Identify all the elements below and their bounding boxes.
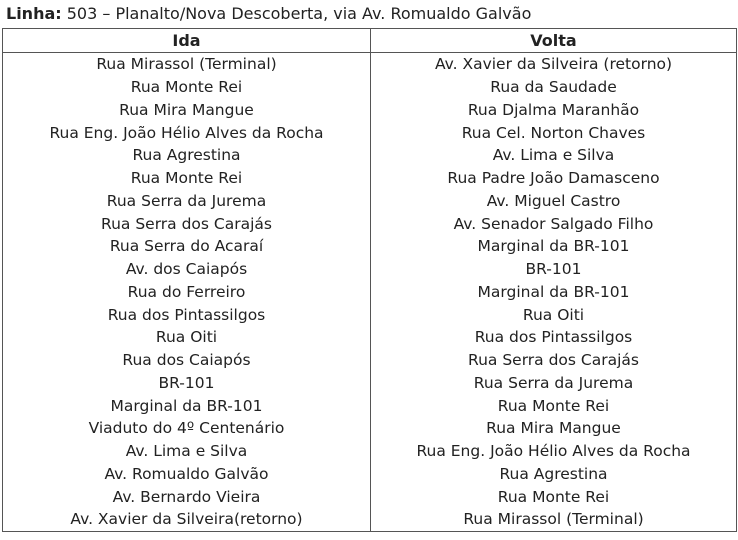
table-row [3,463,737,486]
ida-stop-cell: Rua Serra do Acaraí [3,235,371,258]
volta-stop-cell: Av. Lima e Silva [371,144,737,167]
table-row [3,258,737,281]
volta-stop-cell: Rua Serra dos Carajás [371,349,737,372]
ida-stop-cell: Rua Eng. João Hélio Alves da Rocha [3,121,371,144]
table-row [3,99,737,122]
volta-stop-cell: Rua da Saudade [371,76,737,99]
ida-stop-cell: BR-101 [3,372,371,395]
volta-stop-cell: Rua Agrestina [371,463,737,486]
table-row [3,212,737,235]
volta-stop-cell: Rua Monte Rei [371,394,737,417]
column-header-volta: Volta [371,29,737,53]
table-row [3,508,737,531]
volta-stop-cell: Rua Serra da Jurema [371,372,737,395]
volta-stop-cell: Av. Xavier da Silveira (retorno) [371,53,737,76]
ida-stop-cell: Rua Monte Rei [3,167,371,190]
ida-stop-cell: Rua do Ferreiro [3,281,371,304]
ida-stop-cell: Av. Romualdo Galvão [3,463,371,486]
volta-stop-cell: Av. Senador Salgado Filho [371,212,737,235]
route-line-label: Linha: [6,4,62,23]
table-row [3,394,737,417]
table-header-row [3,29,737,53]
volta-stop-cell: Rua Cel. Norton Chaves [371,121,737,144]
table-row [3,417,737,440]
table-body [3,53,737,532]
volta-stop-cell: Rua Mirassol (Terminal) [371,508,737,531]
column-header-ida: Ida [3,29,371,53]
ida-stop-cell: Rua Serra dos Carajás [3,212,371,235]
volta-stop-cell: Rua Oiti [371,303,737,326]
volta-stop-cell: Rua Mira Mangue [371,417,737,440]
ida-stop-cell: Rua dos Caiapós [3,349,371,372]
ida-stop-cell: Viaduto do 4º Centenário [3,417,371,440]
table-row [3,485,737,508]
route-header [0,0,738,28]
ida-stop-cell: Marginal da BR-101 [3,394,371,417]
route-table [2,28,737,532]
table-row [3,372,737,395]
volta-stop-cell: Rua Padre João Damasceno [371,167,737,190]
ida-stop-cell: Rua Agrestina [3,144,371,167]
volta-stop-cell: Av. Miguel Castro [371,190,737,213]
volta-stop-cell: Rua Djalma Maranhão [371,99,737,122]
table-row [3,349,737,372]
volta-stop-cell: Marginal da BR-101 [371,281,737,304]
table-row [3,440,737,463]
ida-stop-cell: Av. Xavier da Silveira(retorno) [3,508,371,531]
ida-stop-cell: Av. dos Caiapós [3,258,371,281]
ida-stop-cell: Av. Bernardo Vieira [3,485,371,508]
ida-stop-cell: Rua Monte Rei [3,76,371,99]
volta-stop-cell: Rua Eng. João Hélio Alves da Rocha [371,440,737,463]
volta-stop-cell: Rua Monte Rei [371,485,737,508]
table-row [3,167,737,190]
ida-stop-cell: Rua dos Pintassilgos [3,303,371,326]
ida-stop-cell: Rua Serra da Jurema [3,190,371,213]
table-row [3,303,737,326]
table-row [3,53,737,76]
ida-stop-cell: Av. Lima e Silva [3,440,371,463]
ida-stop-cell: Rua Mira Mangue [3,99,371,122]
table-row [3,235,737,258]
volta-stop-cell: BR-101 [371,258,737,281]
ida-stop-cell: Rua Oiti [3,326,371,349]
table-row [3,121,737,144]
route-line-text: 503 – Planalto/Nova Descoberta, via Av. Romualdo Galvão [66,4,532,23]
volta-stop-cell: Marginal da BR-101 [371,235,737,258]
table-row [3,190,737,213]
volta-stop-cell: Rua dos Pintassilgos [371,326,737,349]
table-row [3,144,737,167]
ida-stop-cell: Rua Mirassol (Terminal) [3,53,371,76]
table-row [3,281,737,304]
table-row [3,326,737,349]
table-row [3,76,737,99]
